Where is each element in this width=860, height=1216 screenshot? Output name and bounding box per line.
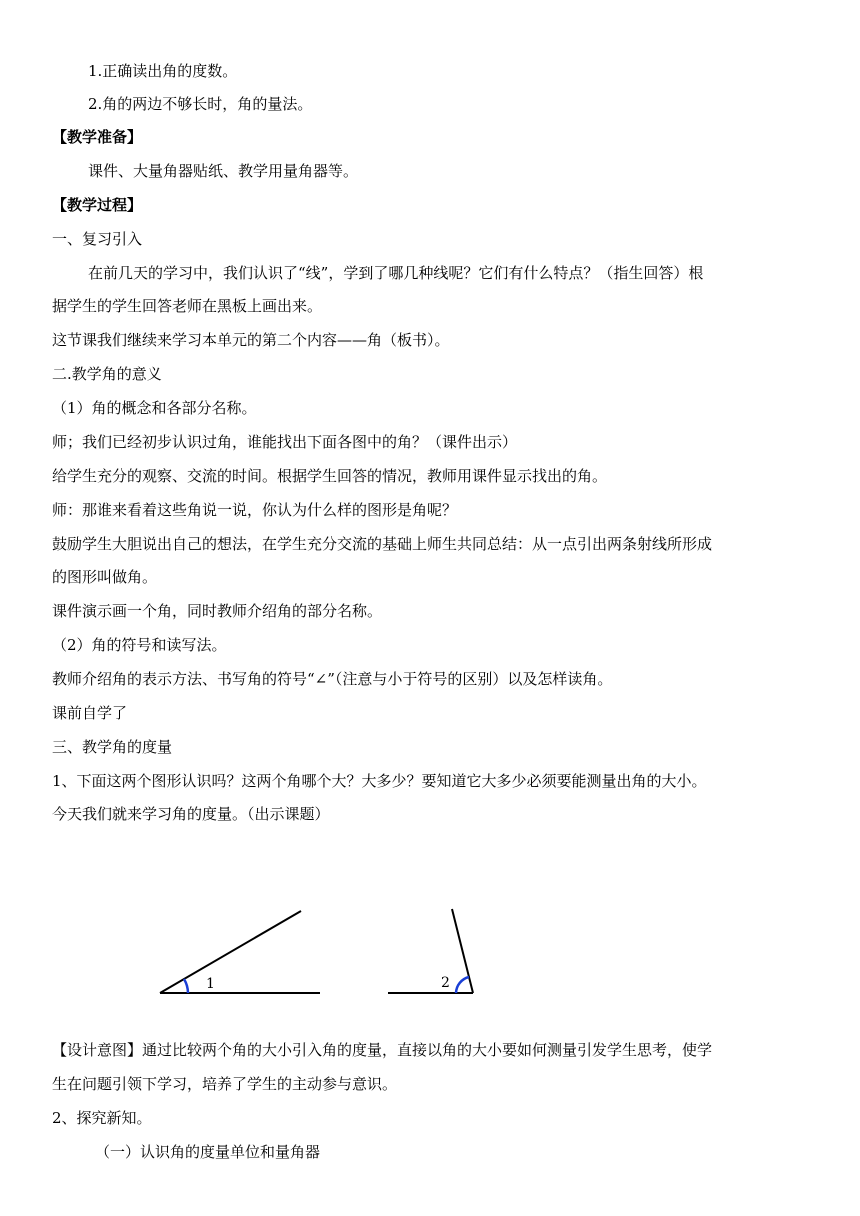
text-observation: 给学生充分的观察、交流的时间。根据学生回答的情况，教师用课件显示找出的角。 (52, 467, 608, 485)
design-intent-label: 【设计意图】 (52, 1041, 143, 1059)
section-review-intro: 一、复习引入 (52, 230, 143, 248)
angle-1-label: 1 (206, 976, 215, 992)
heading-teaching-preparation: 【教学准备】 (52, 128, 143, 146)
angle-2-arc (456, 977, 469, 993)
question-1b: 今天我们就来学习角的度量。（出示课题） (52, 805, 330, 823)
paragraph-review-1b: 据学生的学生回答老师在黑板上画出来。 (52, 297, 323, 315)
text-encourage-a: 鼓励学生大胆说出自己的想法，在学生充分交流的基础上师生共同总结：从一点引出两条射线所形成 (52, 535, 713, 553)
text-teacher-question: 师；我们已经初步认识过角，谁能找出下面各图中的角？（课件出示） (52, 433, 518, 451)
angle-1 (160, 911, 320, 993)
paragraph-review-2: 这节课我们继续来学习本单元的第二个内容——角（板书）。 (52, 331, 450, 349)
subsection-angle-unit-protractor: （一）认识角的度量单位和量角器 (95, 1143, 321, 1161)
text-teacher-ask: 师：那谁来看着这些角说一说，你认为什么样的图形是角呢？ (52, 501, 458, 519)
question-1a: 1、下面这两个图形认识吗？这两个角哪个大？大多少？要知道它大多少必须要能测量出角的大小。 (52, 772, 707, 790)
design-intent-text: 通过比较两个角的大小引入角的度量，直接以角的大小要如何测量引发学生思考，使学 (142, 1041, 713, 1059)
angle-2 (388, 909, 473, 993)
design-intent-a (52, 1039, 812, 1061)
angle-comparison-figure (0, 880, 860, 1020)
text-courseware-demo: 课件演示画一个角，同时教师介绍角的部分名称。 (52, 602, 383, 620)
angle-2-label: 2 (441, 975, 450, 991)
question-2: 2、探究新知。 (52, 1109, 152, 1127)
heading-teaching-process: 【教学过程】 (52, 196, 143, 214)
paragraph-review-1a: 在前几天的学习中，我们认识了“线”，学到了哪几种线呢？它们有什么特点？（指生回答）根 (88, 264, 704, 282)
text-angle-symbol: 教师介绍角的表示方法、书写角的符号“∠”（注意与小于符号的区别）以及怎样读角。 (52, 670, 613, 688)
design-intent-b: 生在问题引领下学习，培养了学生的主动参与意识。 (52, 1075, 398, 1093)
subsection-angle-concept: （1）角的概念和各部分名称。 (52, 399, 257, 417)
subsection-angle-symbol: （2）角的符号和读写法。 (52, 636, 227, 654)
objective-2: 2.角的两边不够长时，角的量法。 (88, 95, 313, 113)
text-self-study: 课前自学了 (52, 704, 128, 722)
angle-1-slanted-ray (160, 911, 301, 993)
section-angle-measurement: 三、教学角的度量 (52, 738, 173, 756)
section-meaning-of-angle: 二.教学角的意义 (52, 365, 162, 383)
text-encourage-b: 的图形叫做角。 (52, 568, 158, 586)
preparation-text: 课件、大量角器贴纸、教学用量角器等。 (88, 162, 359, 180)
angle-1-arc (184, 979, 188, 993)
objective-1: 1.正确读出角的度数。 (88, 62, 238, 80)
